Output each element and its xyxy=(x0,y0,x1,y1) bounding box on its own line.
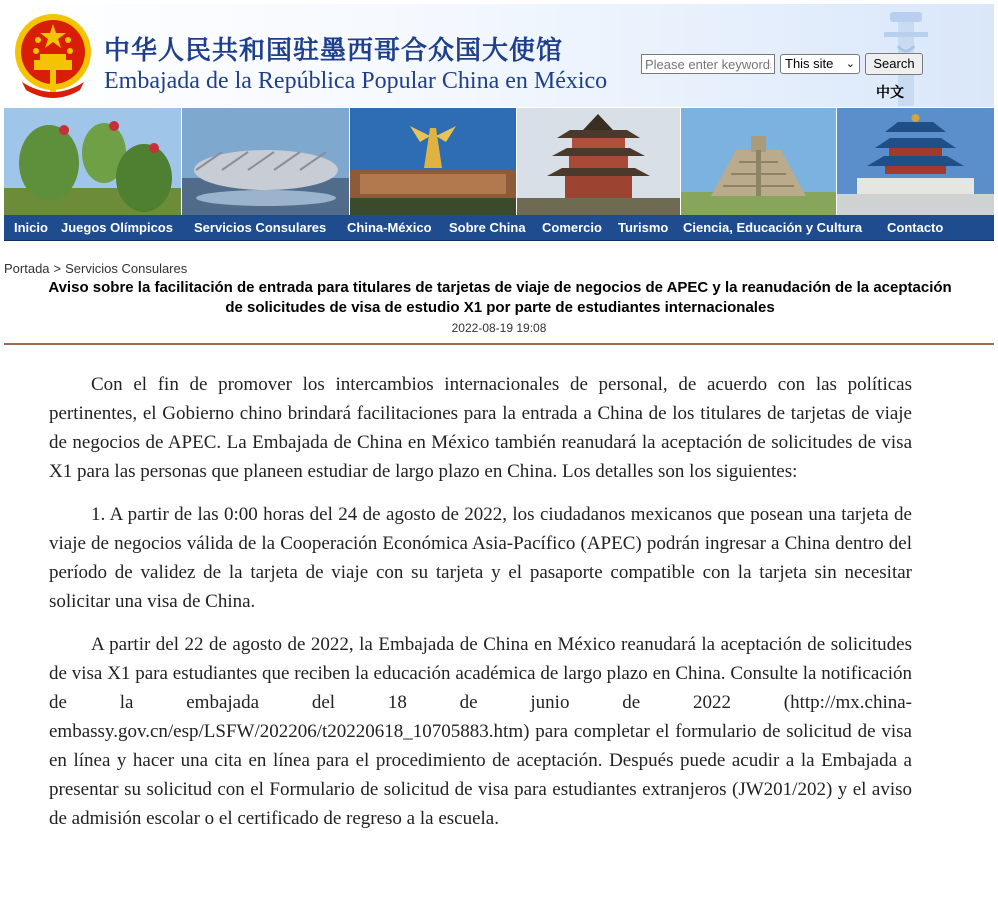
article-title: Aviso sobre la facilitación de entrada para titulares de tarjetas de viaje de negocios de APEC y la reanudación de la aceptación de solicitudes de visa de estudio X1 por parte de estudiantes internacionales xyxy=(48,279,952,316)
banner-photo-cactus xyxy=(4,108,181,215)
nav-item-juegos-olimpicos[interactable]: Juegos Olímpicos xyxy=(61,220,173,235)
nav-item-servicios-consulares[interactable]: Servicios Consulares xyxy=(194,220,327,235)
breadcrumb-section-link[interactable]: Servicios Consulares xyxy=(65,261,188,276)
article-paragraph: A partir del 22 de agosto de 2022, la Embajada de China en México reanudará la aceptación de solicitudes de visa X1 para estudiantes que reciben la educación académica de largo plazo en China. Consulte la notificación de la embajada del 18 de junio de 2022 (http://mx.china-embassy.gov.cn/esp/LSFW/202206/t20220618_10705883.htm) para completar el formulario de solicitud de visa en línea y hacer una cita en línea para el procedimiento de aceptación. Después puede acudir a la Embajada a presentar su solicitud con el Formulario de solicitud de visa para estudiantes extranjeros (JW201/202) y el aviso de admisión escolar o el certificado de regreso a la escuela. xyxy=(49,634,912,829)
title-divider xyxy=(4,343,994,345)
banner-photo-angel-of-independence xyxy=(350,108,516,215)
breadcrumb xyxy=(4,261,187,276)
breadcrumb-home-link[interactable]: Portada xyxy=(4,261,50,276)
nav-item-comercio[interactable]: Comercio xyxy=(542,220,602,235)
search-button[interactable]: Search xyxy=(865,53,923,75)
nav-item-inicio[interactable]: Inicio xyxy=(14,220,48,235)
main-navigation xyxy=(4,215,994,241)
article-date: 2022-08-19 19:08 xyxy=(451,321,547,335)
national-emblem-icon xyxy=(12,10,94,102)
article-body xyxy=(49,370,912,847)
search-scope-value: This site xyxy=(785,56,834,71)
banner-photo-chichen-itza-pyramid xyxy=(681,108,836,215)
banner-photo-temple-of-heaven xyxy=(837,108,994,215)
nav-item-sobre-china[interactable]: Sobre China xyxy=(449,220,526,235)
nav-item-contacto[interactable]: Contacto xyxy=(887,220,944,235)
article-paragraph: Con el fin de promover los intercambios internacionales de personal, de acuerdo con las políticas pertinentes, el Gobierno chino brindará facilitaciones para la entrada a China de los titulares de tarjetas de viaje de negocios de APEC. La Embajada de China en México también reanudará la aceptación de solicitudes de visa X1 para las personas que planeen estudiar de largo plazo en China. Los detalles son los siguientes: xyxy=(49,374,912,482)
chinese-language-link[interactable]: 中文 xyxy=(876,85,904,101)
search-input[interactable] xyxy=(641,54,775,74)
nav-item-turismo[interactable]: Turismo xyxy=(618,220,669,235)
page xyxy=(4,4,994,904)
site-title-spanish: Embajada de la República Popular China en México xyxy=(104,68,608,94)
article-paragraph: 1. A partir de las 0:00 horas del 24 de agosto de 2022, los ciudadanos mexicanos que posean una tarjeta de viaje de negocios válida de la Cooperación Económica Asia-Pacífico (APEC) podrán ingresar a China dentro del período de validez de la tarjeta de viaje con su tarjeta y el pasaporte compatible con la tarjeta sin necesitar solicitar una visa de China. xyxy=(49,504,912,612)
site-header xyxy=(4,4,994,107)
photo-banner xyxy=(4,107,994,215)
breadcrumb-separator: > xyxy=(53,261,62,276)
site-title-chinese: 中华人民共和国驻墨西哥合众国大使馆 xyxy=(104,36,564,66)
nav-item-china-mexico[interactable]: China-México xyxy=(347,220,432,235)
chevron-down-icon: ⌄ xyxy=(845,58,855,70)
banner-photo-yellow-crane-tower xyxy=(517,108,680,215)
search-scope-select[interactable] xyxy=(780,54,860,74)
nav-item-ciencia-educacion-cultura[interactable]: Ciencia, Educación y Cultura xyxy=(683,220,863,235)
banner-photo-birds-nest-stadium xyxy=(182,108,349,215)
